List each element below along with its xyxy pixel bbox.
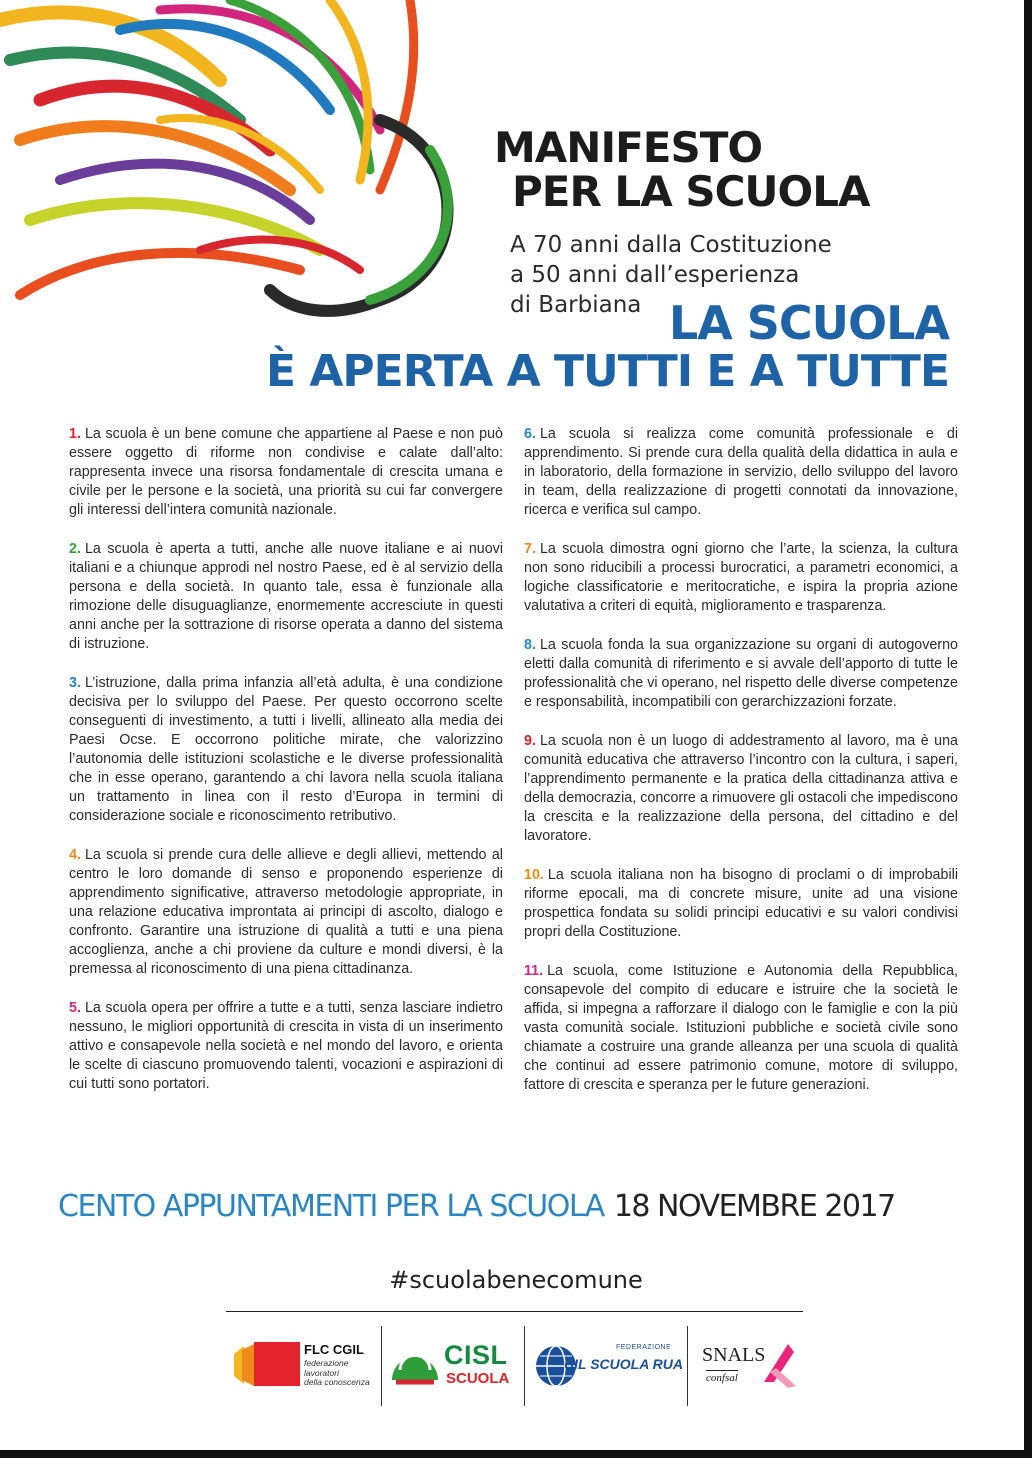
flc-cgil-logo: [230, 1322, 380, 1408]
flc-sub-line: federazione: [304, 1358, 349, 1368]
point-6: [524, 425, 958, 520]
point-11: [524, 962, 958, 1095]
point-2: [69, 540, 503, 654]
flc-sub-line: lavoratori: [304, 1367, 339, 1378]
point-4: [69, 846, 503, 979]
cisl-subtitle: SCUOLA: [446, 1370, 510, 1387]
point-8: [524, 636, 958, 712]
point-9: [524, 732, 958, 846]
point-number: 4.: [69, 847, 81, 863]
point-text: La scuola è un bene comune che appartiene al Paese e non può essere oggetto di riforme non condivise e calate dall’alto: rappresenta invece una risorsa fondamentale di crescita umana e civile per le persone e la società, una priorità su cui far convergere gli interessi dell’intera comunità nazionale.: [69, 426, 503, 518]
point-number: 7.: [524, 541, 536, 557]
cisl-dome-icon: [390, 1340, 440, 1390]
rainbow-swirl-logo: [0, 0, 500, 340]
snals-name: SNALS: [702, 1344, 766, 1366]
logo-separator: [687, 1326, 688, 1406]
subtitle-line-3: di Barbiana: [510, 292, 642, 318]
left-column: [69, 425, 503, 1114]
headline-line-1: LA SCUOLA: [668, 296, 949, 350]
event-date: 18 NOVEMBRE 2017: [613, 1189, 895, 1224]
point-5: [69, 999, 503, 1094]
subtitle-line-1: A 70 anni dalla Costituzione: [510, 232, 832, 258]
point-text: La scuola si prende cura delle allieve e degli allievi, mettendo al centro le loro domande di senso e proponendo esperienze di apprendimento significative, attraverso metodologie appropriate, in una relazione educativa improntata ai principi di ascolto, dialogo e confronto. Garantire una istruzione di qualità a tutti e una piena accoglienza, anche a chi proviene da culture e mondi diversi, è la premessa al riconoscimento di una piena cittadinanza.: [69, 847, 503, 977]
point-number: 11.: [524, 963, 544, 979]
uil-small-label: FEDERAZIONE: [616, 1344, 672, 1351]
flc-cgil-subtitle: [304, 1359, 370, 1388]
point-text: La scuola opera per offrire a tutte e a tutti, senza lasciare indietro nessuno, le migliori opportunità di crescita in vista di un inserimento attivo e consapevole nella società e nel mondo del lavoro, e orienta le scelte di ciascuno promuovendo talenti, vocazioni e aspirazioni di cui tutti sono portatori.: [69, 1000, 503, 1092]
title-line-2: PER LA SCUOLA: [512, 167, 870, 216]
divider: [226, 1311, 803, 1312]
point-number: 9.: [524, 733, 536, 749]
point-number: 2.: [69, 541, 81, 557]
subtitle-line-2: a 50 anni dall’esperienza: [510, 262, 800, 288]
point-number: 6.: [524, 426, 536, 442]
point-text: La scuola italiana non ha bisogno di proclami o di improbabili riforme epocali, ma di concrete misure, unite ad una visione prospettica fondata su solidi principi educativi e su valori condivisi propri della Costituzione.: [524, 867, 958, 940]
headline: [266, 298, 949, 396]
uil-name: UIL SCUOLA RUA: [564, 1356, 683, 1372]
cisl-name: CISL: [444, 1340, 508, 1370]
title-line-1: MANIFESTO: [494, 123, 763, 172]
snals-mark-icon: [758, 1342, 798, 1388]
hashtag: #scuolabenecomune: [389, 1266, 643, 1294]
logo-separator: [381, 1326, 382, 1406]
point-3: [69, 674, 503, 826]
logo-separator: [524, 1326, 525, 1406]
cisl-scuola-logo: [386, 1322, 521, 1408]
point-7: [524, 540, 958, 616]
point-text: L’istruzione, dalla prima infanzia all’età adulta, è una condizione decisiva per lo sviluppo del Paese. Per questo occorrono scelte conseguenti di investimento, a tutti i livelli, allineato alla media dei Paesi Ocse. E occorrono politiche mirate, che valorizzino l’autonomia delle istituzioni scolastiche e le diverse professionalità che in esse operano, garantendo a chi lavora nella scuola italiana un trattamento in linea con il resto d’Europa in termini di considerazione sociale e riconoscimento retributivo.: [69, 675, 503, 824]
point-text: La scuola, come Istituzione e Autonomia della Repubblica, consapevole del compito di educare e istruire che la società le affida, si impegna a rafforzare il dialogo con le famiglie e con la più vasta comunità sociale. Istituzioni pubbliche e società civile sono chiamate a costruire una grande alleanza per una scuola di qualità che continui ad essere patrimonio comune, motore di sviluppo, fattore di crescita e speranza per le future generazioni.: [524, 963, 958, 1093]
events-label: CENTO APPUNTAMENTI PER LA SCUOLA: [58, 1189, 604, 1224]
point-number: 1.: [69, 426, 81, 442]
uil-scuola-logo: [530, 1322, 685, 1408]
headline-line-2: È APERTA A TUTTI E A TUTTE: [265, 346, 949, 397]
snals-logo: [690, 1322, 806, 1408]
point-10: [524, 866, 958, 942]
point-number: 5.: [69, 1000, 81, 1016]
point-text: La scuola non è un luogo di addestramento al lavoro, ma è una comunità educativa che attraverso l’incontro con la cultura, i saperi, l’apprendimento permanente e la pratica della cittadinanza attiva e della democrazia, concorre a rimuovere gli ostacoli che impediscono la crescita e la realizzazione della persona, del cittadino e del lavoratore.: [524, 733, 958, 844]
point-number: 10.: [524, 867, 544, 883]
point-number: 3.: [69, 675, 81, 691]
flc-cgil-flag-icon: [234, 1340, 300, 1390]
snals-subtitle: confsal: [706, 1372, 738, 1384]
flc-sub-line: della conoscenza: [304, 1377, 370, 1387]
title-block: [494, 123, 870, 216]
right-column: [524, 425, 958, 1115]
point-text: La scuola fonda la sua organizzazione su organi di autogoverno eletti dalla comunità di riferimento e si avvale dell’apporto di tutte le professionalità che vi operano, nel rispetto delle diverse competenze e responsabilità, incompatibili con gerarchizzazioni forzate.: [524, 637, 958, 710]
union-logos: [230, 1322, 806, 1408]
point-number: 8.: [524, 637, 536, 653]
point-text: La scuola si realizza come comunità professionale e di apprendimento. Si prende cura della qualità della didattica in aula e in laboratorio, della formazione in servizio, dello sviluppo del lavoro in team, della realizzazione di progetti connotati da innovazione, ricerca e verifica sul campo.: [524, 426, 958, 518]
point-text: La scuola dimostra ogni giorno che l’arte, la scienza, la cultura non sono riducibili a processi burocratici, a parametri economici, a logiche classificatorie e meritocratiche, e ispira la propria azione valutativa a criteri di equità, miglioramento e trasparenza.: [524, 541, 958, 614]
point-1: [69, 425, 503, 520]
flc-cgil-name: FLC CGIL: [304, 1342, 364, 1357]
events-date-line: [58, 1189, 968, 1224]
point-text: La scuola è aperta a tutti, anche alle nuove italiane e ai nuovi italiani e a chiunque approdi nel nostro Paese, ed è al servizio della persona e della società. In quanto tale, essa è funzionale alla rimozione delle disuguaglianze, enormemente accresciute in questi anni anche per la sottrazione di risorse operata a danno del sistema di istruzione.: [69, 541, 503, 652]
